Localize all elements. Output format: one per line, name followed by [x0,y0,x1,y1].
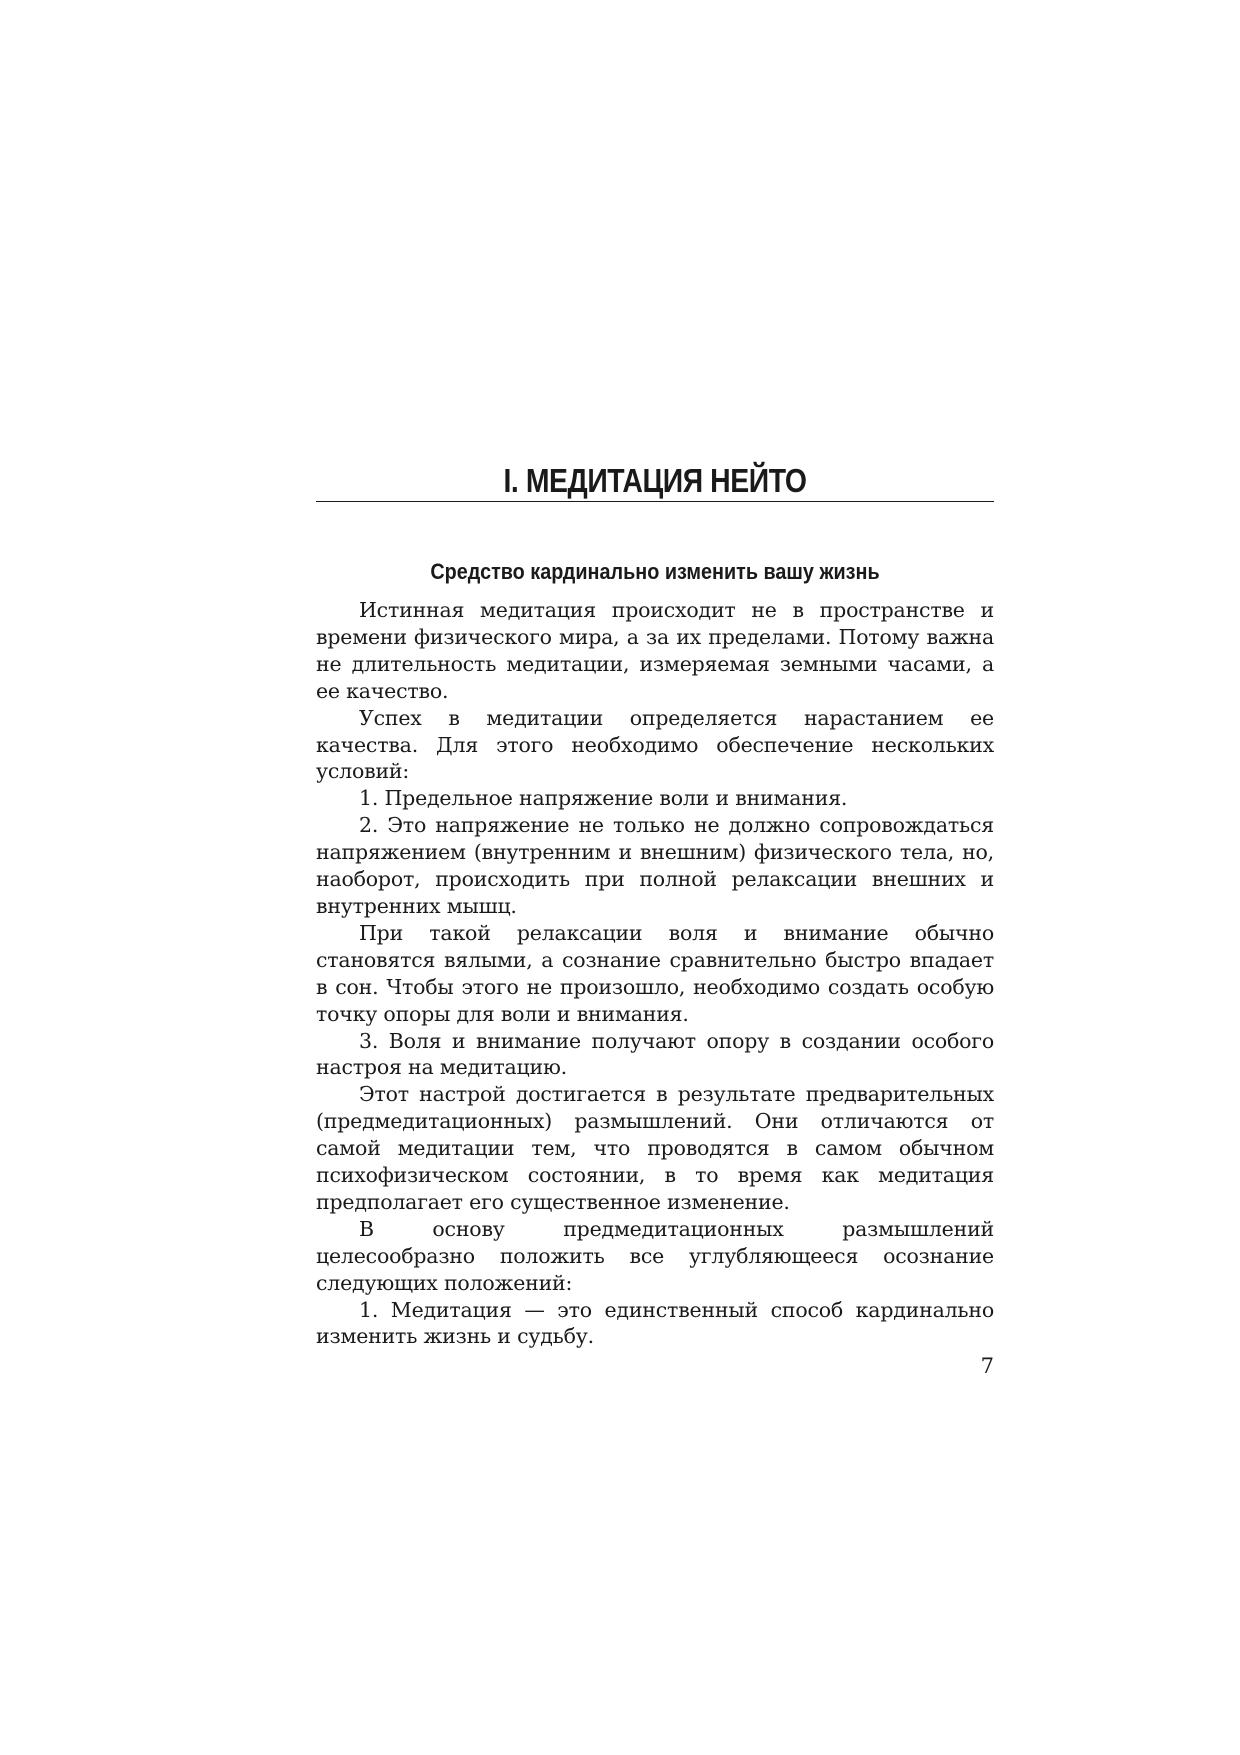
paragraph: При такой релаксации воля и внимание обычно становятся вялыми, а сознание сравнительно быстро впадает в сон. Чтобы этого не произошло, необходимо создать особую точку опоры для воли и внимания. [316,920,994,1026]
paragraph: В основу предмедитационных размышлений целесообразно положить все углубляющееся осознание следующих положений: [316,1216,994,1295]
body-text [316,597,994,1350]
list-item: 1. Предельное напряжение воли и внимания. [359,786,848,811]
section-heading: Средство кардинально изменить вашу жизнь [430,559,880,584]
chapter-title: I. МЕДИТАЦИЯ НЕЙТО [503,462,807,499]
list-item: 2. Это напряжение не только не должно сопровождаться напряжением (внутренним и внешним) физического тела, но, наоборот, происходить при полной релаксации внешних и внутренних мышц. [316,813,994,918]
list-item: 3. Воля и внимание получают опору в создании особого настроя на медитацию. [316,1028,994,1080]
paragraph: Этот настрой достигается в результате предварительных (предмедитационных) размышлений. Они отличаются от самой медитации тем, что проводятся в самом обычном психофизическом состоянии, в то время как медитация предполагает его существенное изменение. [316,1082,994,1214]
title-divider [316,501,994,502]
paragraph: Истинная медитация происходит не в пространстве и времени физического мира, а за их пределами. Потому важна не длительность медитации, измеряемая земными часами, а ее качество. [316,598,994,703]
paragraph: Успех в медитации определяется нарастанием ее качества. Для этого необходимо обеспечение нескольких условий: [316,705,994,784]
page-number: 7 [980,1354,994,1378]
list-item: 1. Медитация — это единственный способ кардинально изменить жизнь и судьбу. [316,1297,994,1349]
